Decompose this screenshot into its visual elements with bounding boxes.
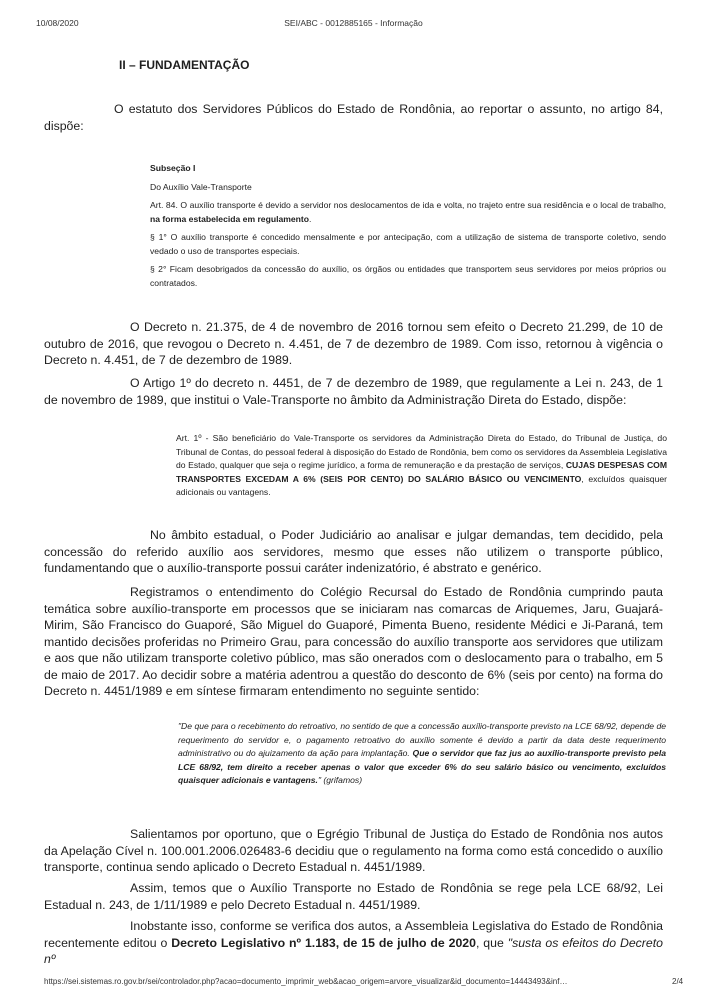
page-number: 2/4 — [672, 977, 684, 986]
paragraph-tribunal-text: Salientamos por oportuno, que o Egrégio Tribunal de Justiça do Estado de Rondônia nos autos da Apelação Cível n. 100.001.2006.026483-6 decidiu que o regulamento na forma como está concedido o auxílio transporte, continua sendo aplicado o Decreto Estadual n. 4451/1989. — [44, 827, 663, 874]
article-84-par2: § 2° Ficam desobrigados da concessão do auxílio, os órgãos ou entidades que transportem seus servidores por meios próprios ou contratados. — [150, 264, 666, 288]
document-id: SEI/ABC - 0012885165 - Informação — [284, 18, 423, 28]
paragraph-legislative-text: Inobstante isso, conforme se verifica dos autos, a Assembleia Legislativa do Estado de Rondônia recentemente editou o — [44, 919, 663, 950]
paragraph-article1-text: O Artigo 1º do decreto n. 4451, de 7 de dezembro de 1989, que regulamente a Lei n. 243, de 1 de novembro de 1989, que institui o Vale-Transporte no âmbito da Administração Direta do Estado, dispõe: — [44, 376, 663, 407]
paragraph-legislative-emphasis: Decreto Legislativo nº 1.183, de 15 de julho de 2020 — [171, 935, 476, 950]
jurisprudence-quote-emphasis: Que o servidor que faz jus ao auxílio-transporte previsto pela LCE 68/92, tem direito a receber apenas o valor que exceder 6% do seu salário básico ou vencimento, excluídos quaisquer adicionais e vantagens. — [178, 748, 666, 785]
paragraph-intro-text: O estatuto dos Servidores Públicos do Estado de Rondônia, ao reportar o assunto, no artigo 84, dispõe: — [44, 102, 663, 133]
paragraph-colegio-text: Registramos o entendimento do Colégio Recursal do Estado de Rondônia cumprindo pauta temática sobre auxílio-transporte em processos que se iniciaram nas comarcas de Ariquemes, Jaru, Guajará-Mirim, São Francisco do Guaporé, São Miguel do Guaporé, Pimenta Bueno, residente Médici e Ji-Paraná, tem mantido decisões proferidas no Primeiro Grau, para concessão do auxílio transporte aos servidores que utilizam e aos que não utilizam transporte coletivo público, mas são onerados com o deslocamento para o trabalho, em 5 de maio de 2017. Ao decidir sobre a matéria adentrou a questão do desconto de 6% (seis por cento) na forma do Decreto n. 4451/1989 e em síntese firmaram entendimento no seguinte sentido: — [44, 585, 663, 698]
decree-quote — [176, 432, 667, 500]
paragraph-decree — [44, 319, 663, 369]
subsection-title: Subseção I — [150, 163, 196, 173]
footer-url: https://sei.sistemas.ro.gov.br/sei/controlador.php?acao=documento_imprimir_web&acao_origem=arvore_visualizar&id_documento=14443493&inf… — [44, 977, 568, 986]
article-84-par1: § 1° O auxílio transporte é concedido mensalmente e por antecipação, com a utilização de sistema de transporte coletivo, sendo vedado o uso de transportes especiais. — [150, 232, 666, 256]
paragraph-tribunal — [44, 826, 663, 876]
paragraph-judiciary — [44, 527, 663, 577]
jurisprudence-quote — [178, 720, 666, 788]
article-84-emphasis: na forma estabelecida em regulamento — [150, 213, 310, 224]
article-84 — [150, 199, 666, 226]
paragraph-decree-text: O Decreto n. 21.375, de 4 de novembro de 2016 tornou sem efeito o Decreto 21.299, de 10 de outubro de 2016, que revogou o Decreto n. 4.451, de 7 de dezembro de 1989. Com isso, retornou à vigência o Decreto n. 4.451, de 7 de dezembro de 1989. — [44, 320, 663, 367]
paragraph-conclusion-text: Assim, temos que o Auxílio Transporte no Estado de Rondônia se rege pela LCE 68/92, Lei Estadual n. 243, de 1/11/1989 e pelo Decreto Estadual n. 4451/1989. — [44, 881, 663, 912]
article-84-text: Art. 84. O auxílio transporte é devido a servidor nos deslocamentos de ida e volta, no trajeto entre sua residência e o local de trabalho, — [150, 200, 666, 210]
subsection-subtitle: Do Auxílio Vale-Transporte — [150, 181, 252, 192]
paragraph-article1 — [44, 375, 663, 408]
paragraph-conclusion — [44, 880, 663, 913]
paragraph-intro — [44, 101, 663, 134]
jurisprudence-quote-text: "De que para o recebimento do retroativo, no sentido de que a concessão auxílio-transporte previsto na LCE 68/92, depende de requerimento do servidor e, o pagamento retroativo do auxílio somente é devido a partir da data deste requerimento administrativo ou do ajuizamento da ação para implantação. — [178, 721, 666, 758]
jurisprudence-quote-end: " (grifamos) — [317, 775, 363, 785]
decree-quote-end: , excluídos quaisquer adicionais ou vantagens. — [176, 473, 667, 497]
section-title: II – FUNDAMENTAÇÃO — [119, 58, 250, 72]
decree-quote-text: Art. 1º - São beneficiário do Vale-Transporte os servidores da Administração Direta do Estado, do Tribunal de Justiça, do Tribunal de Contas, do pessoal federal à disposição do Estado de Rondônia, bem como os servidores da Assembleia Legislativa do Estado, qualquer que seja o regime jurídico, a forma de remuneração e da prestação de serviços, — [176, 433, 667, 470]
print-date: 10/08/2020 — [36, 18, 79, 28]
paragraph-colegio — [44, 584, 663, 700]
paragraph-judiciary-text: No âmbito estadual, o Poder Judiciário ao analisar e julgar demandas, tem decidido, pela concessão do referido auxílio aos servidores, mesmo que esses não utilizem o transporte público, fundamentando que o auxílio-transporte possui caráter indenizatório, é abstrato e genérico. — [44, 528, 663, 575]
decree-quote-emphasis: CUJAS DESPESAS COM TRANSPORTES EXCEDAM A 6% (SEIS POR CENTO) DO SALÁRIO BÁSICO OU VENCIMENTO — [176, 460, 667, 484]
statute-quote — [150, 162, 666, 295]
paragraph-legislative-mid: , que — [475, 935, 508, 950]
article-84-end: . — [309, 213, 312, 224]
paragraph-legislative — [44, 918, 663, 968]
paragraph-legislative-quote: "susta os efeitos do Decreto nº — [44, 935, 663, 966]
